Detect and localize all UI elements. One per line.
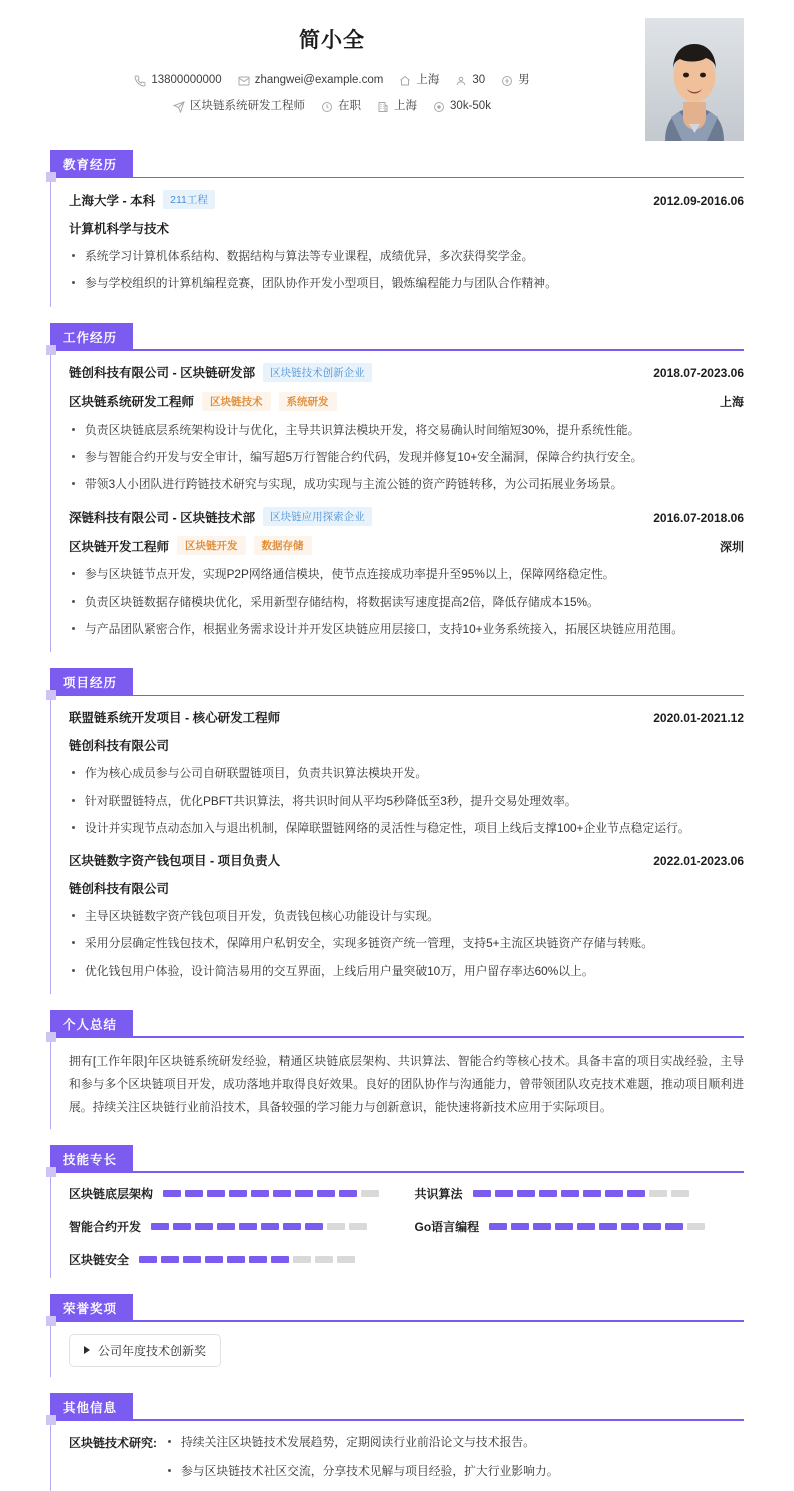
- skill-segment: [261, 1223, 279, 1230]
- home-icon: [399, 75, 411, 87]
- work-bullets: [69, 421, 744, 494]
- skills-body: [50, 1173, 744, 1278]
- skill-label: 共识算法: [414, 1186, 463, 1201]
- work-entry: [69, 363, 744, 494]
- awards-head: [50, 1294, 744, 1322]
- project-entry-header: [69, 851, 744, 869]
- other-label: 区块链技术研究:: [69, 1435, 157, 1450]
- contact-location-value: 上海: [416, 74, 440, 86]
- summary-text: 拥有[工作年限]年区块链系统研发经验，精通区块链底层架构、共识算法、智能合约等核心技术。具备丰富的项目实战经验，主导和参与多个区块链项目开发，成功落地并取得良好效果。良好的团队协作与沟通能力，曾带领团队攻克技术难题，推动项目顺利进展。持续关注区块链行业前沿技术，具备较强的学习能力与创新意识，能快速将新技术应用于实际项目。: [69, 1053, 744, 1114]
- job-city: [377, 98, 417, 115]
- project-company: 链创科技有限公司: [69, 739, 170, 754]
- work-entry-left: [69, 507, 372, 526]
- projects-head: [50, 668, 744, 696]
- user-icon: [455, 75, 467, 87]
- project-bullets: [69, 764, 744, 837]
- gender-icon: [501, 75, 513, 87]
- skill-segment: [583, 1190, 601, 1197]
- skill-segment: [151, 1223, 169, 1230]
- skill-item: [69, 1185, 399, 1202]
- skill-segment: [207, 1190, 225, 1197]
- play-triangle-icon: [84, 1346, 90, 1354]
- skill-segment: [185, 1190, 203, 1197]
- section-other: [0, 1393, 794, 1491]
- skill-segment: [339, 1190, 357, 1197]
- skill-level-bar: [163, 1190, 379, 1197]
- skill-segment: [605, 1190, 623, 1197]
- skill-segment: [239, 1223, 257, 1230]
- project-date: 2022.01-2023.06: [653, 854, 744, 869]
- spacer: [0, 652, 794, 668]
- school-name: 上海大学 - 本科: [69, 193, 156, 208]
- job-salary: [433, 98, 491, 115]
- skill-segment: [337, 1256, 355, 1263]
- skill-segment: [511, 1223, 529, 1230]
- skill-item: [69, 1251, 399, 1268]
- education-major: 计算机科学与技术: [69, 222, 170, 236]
- list-item: 参与区块链节点开发，实现P2P网络通信模块，使节点连接成功率提升至95%以上，保障网络稳定性。: [69, 565, 744, 583]
- contact-line-1: [50, 72, 614, 89]
- skill-segment: [183, 1256, 201, 1263]
- work-entry: [69, 507, 744, 638]
- salary-icon: [433, 101, 445, 113]
- skill-segment: [161, 1256, 179, 1263]
- skill-segment: [517, 1190, 535, 1197]
- skill-segment: [283, 1223, 301, 1230]
- skill-item: [415, 1218, 745, 1235]
- page-title: 简小全: [299, 29, 365, 52]
- list-item: 主导区块链数字资产钱包项目开发，负责钱包核心功能设计与实现。: [69, 907, 744, 925]
- skill-segment: [139, 1256, 157, 1263]
- section-divider: [50, 349, 744, 351]
- education-date: 2012.09-2016.06: [653, 193, 744, 208]
- other-bullets: [163, 1433, 744, 1481]
- section-title-skills: 技能专长: [50, 1145, 133, 1173]
- list-item: 作为核心成员参与公司自研联盟链项目，负责共识算法模块开发。: [69, 764, 744, 782]
- other-row: [69, 1433, 744, 1481]
- contact-gender-value: 男: [518, 74, 530, 86]
- skill-segment: [217, 1223, 235, 1230]
- skill-level-bar: [489, 1223, 705, 1230]
- skill-segment: [271, 1256, 289, 1263]
- list-item: 参与区块链技术社区交流，分享技术见解与项目经验，扩大行业影响力。: [163, 1462, 744, 1480]
- section-work: [0, 323, 794, 653]
- job-target-value: 区块链系统研发工程师: [190, 100, 306, 113]
- skill-segment: [577, 1223, 595, 1230]
- section-skills: [0, 1145, 794, 1278]
- work-entry-header: [69, 507, 744, 526]
- work-role-row: [69, 392, 744, 411]
- project-bullets: [69, 907, 744, 980]
- education-body: [50, 178, 744, 307]
- avatar: [645, 18, 744, 141]
- section-title-work: 工作经历: [50, 323, 133, 351]
- mail-icon: [238, 75, 250, 87]
- list-item: 设计并实现节点动态加入与退出机制，保障联盟链网络的灵活性与稳定性，项目上线后支撑100+企业节点稳定运行。: [69, 819, 744, 837]
- project-name: 联盟链系统开发项目 - 核心研发工程师: [69, 711, 281, 726]
- project-entry: [69, 851, 744, 980]
- list-item: 带领3人小团队进行跨链技术研究与实现，成功实现与主流公链的资产跨链转移，为公司拓展业务场景。: [69, 475, 744, 493]
- header-main: [50, 24, 744, 116]
- section-divider: [50, 1171, 744, 1173]
- section-title-summary: 个人总结: [50, 1010, 133, 1038]
- spacer: [0, 994, 794, 1010]
- skill-label: 区块链安全: [69, 1252, 130, 1267]
- work-bullets: [69, 565, 744, 638]
- section-divider: [50, 695, 744, 697]
- job-status: [321, 98, 361, 115]
- spacer: [0, 1129, 794, 1145]
- skill-segment: [599, 1223, 617, 1230]
- contact-age: [455, 72, 485, 89]
- spacer: [0, 1377, 794, 1393]
- skill-segment: [555, 1223, 573, 1230]
- list-item: 持续关注区块链技术发展趋势，定期阅读行业前沿论文与技术报告。: [163, 1433, 744, 1451]
- skill-segment: [627, 1190, 645, 1197]
- project-entry-header: [69, 708, 744, 726]
- work-entry-header: [69, 363, 744, 382]
- work-location: 深圳: [719, 539, 744, 554]
- job-target: [173, 98, 305, 115]
- work-role-left: [69, 392, 337, 411]
- skill-segment: [665, 1223, 683, 1230]
- other-body: [50, 1421, 744, 1491]
- section-divider: [50, 177, 744, 179]
- skills-grid: [69, 1185, 744, 1268]
- contact-gender: [501, 72, 530, 89]
- skill-segment: [687, 1223, 705, 1230]
- education-head: [50, 150, 744, 178]
- other-head: [50, 1393, 744, 1421]
- contact-phone: [134, 72, 221, 89]
- skill-segment: [621, 1223, 639, 1230]
- skill-segment: [195, 1223, 213, 1230]
- project-entry: [69, 708, 744, 837]
- work-entry-left: [69, 363, 372, 382]
- contact-email: [238, 72, 384, 89]
- spacer: [0, 1278, 794, 1294]
- skill-segment: [671, 1190, 689, 1197]
- work-date: 2016.07-2018.06: [653, 510, 744, 525]
- list-item: 参与智能合约开发与安全审计，编写超5万行智能合约代码，发现并修复10+安全漏洞，保障合约执行安全。: [69, 448, 744, 466]
- awards-body: [50, 1322, 744, 1377]
- company-name: 链创科技有限公司 - 区块链研发部: [69, 366, 256, 381]
- skill-segment: [229, 1190, 247, 1197]
- projects-body: [50, 696, 744, 994]
- skill-segment: [273, 1190, 291, 1197]
- skill-label: Go语言编程: [414, 1219, 480, 1234]
- phone-icon: [134, 75, 146, 87]
- skill-segment: [533, 1223, 551, 1230]
- skill-label: 区块链底层架构: [69, 1186, 154, 1201]
- skill-segment: [251, 1190, 269, 1197]
- school-tag: 211工程: [163, 190, 215, 209]
- company-tag: 区块链技术创新企业: [263, 363, 372, 382]
- project-company: 链创科技有限公司: [69, 882, 170, 897]
- skill-segment: [473, 1190, 491, 1197]
- skill-level-bar: [139, 1256, 355, 1263]
- job-title: 区块链系统研发工程师: [69, 395, 195, 410]
- skill-segment: [349, 1223, 367, 1230]
- skill-segment: [539, 1190, 557, 1197]
- work-location: 上海: [719, 395, 744, 410]
- list-item: 与产品团队紧密合作，根据业务需求设计并开发区块链应用层接口，支持10+业务系统接入，拓展区块链应用范围。: [69, 620, 744, 638]
- skill-segment: [163, 1190, 181, 1197]
- skill-segment: [489, 1223, 507, 1230]
- skill-tag: 区块链开发: [177, 536, 246, 555]
- job-status-value: 在职: [338, 100, 362, 113]
- section-divider: [50, 1036, 744, 1038]
- list-item: 负责区块链底层系统架构设计与优化，主导共识算法模块开发，将交易确认时间缩短30%，提升系统性能。: [69, 421, 744, 439]
- skill-level-bar: [151, 1223, 367, 1230]
- spacer: [0, 307, 794, 323]
- skill-segment: [305, 1223, 323, 1230]
- work-body: [50, 351, 744, 653]
- skill-segment: [249, 1256, 267, 1263]
- section-title-other: 其他信息: [50, 1393, 133, 1421]
- project-entry-left: [69, 851, 280, 869]
- summary-body: [50, 1038, 744, 1129]
- work-head: [50, 323, 744, 351]
- skill-tag: 区块链技术: [202, 392, 271, 411]
- resume-header: [0, 0, 794, 150]
- section-title-projects: 项目经历: [50, 668, 133, 696]
- work-date: 2018.07-2023.06: [653, 366, 744, 381]
- contact-line-2: [50, 98, 614, 115]
- summary-head: [50, 1010, 744, 1038]
- education-bullets: [69, 247, 744, 293]
- project-date: 2020.01-2021.12: [653, 711, 744, 726]
- contact-email-value: zhangwei@example.com: [254, 74, 384, 86]
- section-awards: [0, 1294, 794, 1377]
- skill-segment: [293, 1256, 311, 1263]
- skill-segment: [643, 1223, 661, 1230]
- skill-label: 智能合约开发: [69, 1219, 142, 1234]
- status-icon: [321, 101, 333, 113]
- skill-segment: [361, 1190, 379, 1197]
- list-item: 针对联盟链特点，优化PBFT共识算法，将共识时间从平均5秒降低至3秒，提升交易处理效率。: [69, 792, 744, 810]
- list-item: 系统学习计算机体系结构、数据结构与算法等专业课程，成绩优异，多次获得奖学金。: [69, 247, 744, 265]
- skill-segment: [649, 1190, 667, 1197]
- skill-segment: [205, 1256, 223, 1263]
- section-divider: [50, 1419, 744, 1421]
- skill-segment: [227, 1256, 245, 1263]
- send-icon: [173, 101, 185, 113]
- building-icon: [377, 101, 389, 113]
- skill-item: [415, 1185, 745, 1202]
- job-city-value: 上海: [394, 100, 418, 113]
- skill-segment: [317, 1190, 335, 1197]
- skill-tag: 系统研发: [279, 392, 337, 411]
- skill-segment: [495, 1190, 513, 1197]
- education-entry: [69, 190, 744, 293]
- award-label: 公司年度技术创新奖: [98, 1343, 207, 1358]
- skill-level-bar: [473, 1190, 689, 1197]
- section-projects: [0, 668, 794, 994]
- list-item: 优化钱包用户体验，设计简洁易用的交互界面，上线后用户量突破10万，用户留存率达60%以上。: [69, 962, 744, 980]
- contact-phone-value: 13800000000: [151, 74, 222, 86]
- section-title-education: 教育经历: [50, 150, 133, 178]
- section-summary: [0, 1010, 794, 1129]
- section-divider: [50, 1320, 744, 1322]
- skill-segment: [327, 1223, 345, 1230]
- job-title: 区块链开发工程师: [69, 539, 170, 554]
- company-tag: 区块链应用探索企业: [263, 507, 372, 526]
- skill-segment: [315, 1256, 333, 1263]
- project-name: 区块链数字资产钱包项目 - 项目负责人: [69, 854, 281, 869]
- project-entry-left: [69, 708, 280, 726]
- list-item: 采用分层确定性钱包技术，保障用户私钥安全，实现多链资产统一管理，支持5+主流区块链资产存储与转账。: [69, 934, 744, 952]
- skill-tag: 数据存储: [254, 536, 312, 555]
- work-role-row: [69, 536, 744, 555]
- skill-item: [69, 1218, 399, 1235]
- education-entry-header: [69, 190, 744, 209]
- section-title-awards: 荣誉奖项: [50, 1294, 133, 1322]
- list-item: 负责区块链数据存储模块优化，采用新型存储结构，将数据读写速度提高2倍，降低存储成本15%。: [69, 593, 744, 611]
- skill-segment: [295, 1190, 313, 1197]
- section-education: [0, 150, 794, 307]
- award-item[interactable]: [69, 1334, 221, 1367]
- job-salary-value: 30k-50k: [450, 100, 491, 113]
- work-role-left: [69, 536, 312, 555]
- education-entry-left: [69, 190, 215, 209]
- company-name: 深链科技有限公司 - 区块链技术部: [69, 510, 256, 525]
- contact-location: [399, 72, 439, 89]
- skills-head: [50, 1145, 744, 1173]
- contact-age-value: 30: [472, 74, 486, 86]
- list-item: 参与学校组织的计算机编程竞赛，团队协作开发小型项目，锻炼编程能力与团队合作精神。: [69, 274, 744, 292]
- skill-segment: [561, 1190, 579, 1197]
- skill-segment: [173, 1223, 191, 1230]
